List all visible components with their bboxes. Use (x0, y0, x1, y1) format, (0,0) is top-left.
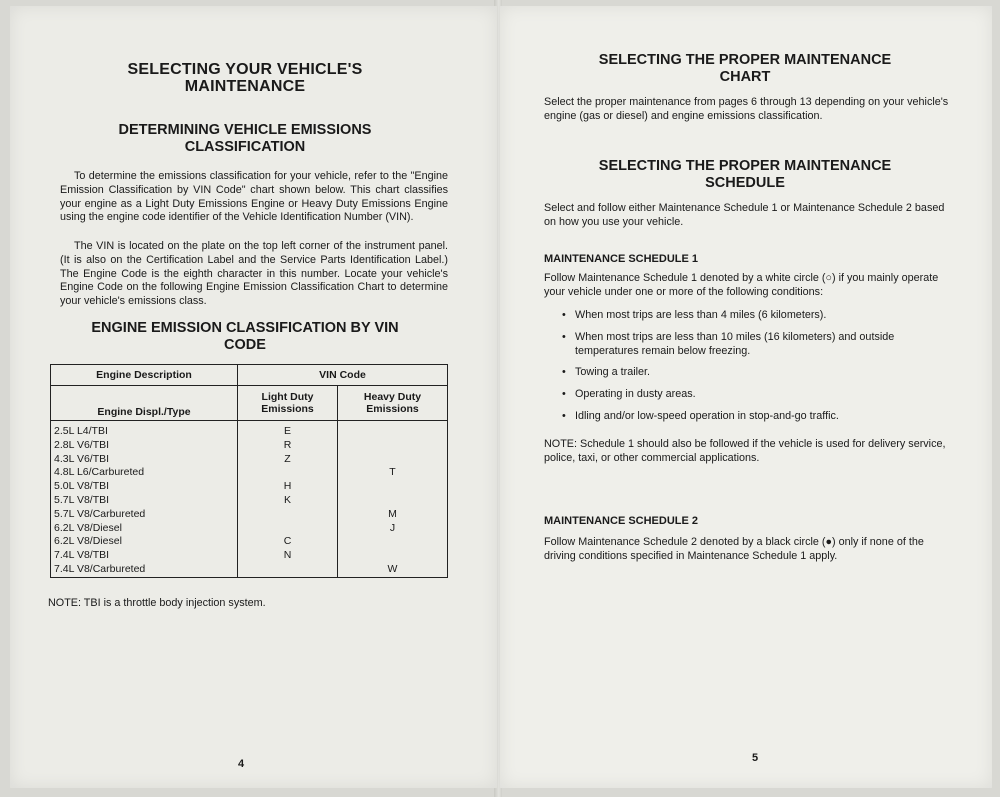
condition-item: • Operating in dusty areas. (558, 388, 958, 402)
light-duty-cell (238, 522, 337, 536)
vin-code-table (50, 364, 448, 578)
light-duty-cell: R (283, 438, 292, 451)
heavy-duty-cell: T (389, 466, 396, 479)
schedule-2-paragraph: Follow Maintenance Schedule 2 denoted by a black circle (●) only if none of the driving conditions specified in Maintenance Schedule 1 apply. (544, 536, 924, 562)
light-duty-cell: K (283, 493, 291, 506)
light-duty-cell (238, 563, 337, 577)
engine-cell: 5.0L V8/TBI (54, 480, 110, 493)
engine-cell: 2.5L L4/TBI (54, 425, 108, 437)
right-page (500, 6, 992, 788)
schedule-1-heading: MAINTENANCE SCHEDULE 1 (544, 253, 699, 265)
tbi-note: NOTE: TBI is a throttle body injection system. (48, 597, 266, 609)
chart-section-title: SELECTING THE PROPER MAINTENANCE CHART (598, 52, 892, 85)
chart-paragraph: Select the proper maintenance from pages 6 through 13 depending on your vehicle's engine (gas or diesel) and engine emissions classification. (544, 96, 949, 122)
heavy-duty-cell (338, 439, 447, 453)
schedule-paragraph: Select and follow either Maintenance Schedule 1 or Maintenance Schedule 2 based on how you use your vehicle. (544, 202, 945, 228)
emissions-section-title: DETERMINING VEHICLE EMISSIONS CLASSIFICATION (118, 122, 372, 155)
condition-item: • Idling and/or low-speed operation in stop-and-go traffic. (558, 410, 958, 424)
heavy-duty-cell (338, 535, 447, 549)
conditions-list (558, 309, 958, 432)
light-duty-column (238, 421, 338, 578)
light-duty-cell: Z (284, 452, 291, 465)
heavy-duty-cell: M (388, 507, 397, 520)
light-duty-cell: C (283, 535, 292, 548)
heavy-duty-cell (338, 480, 447, 494)
engine-cell: 4.8L L6/Carbureted (54, 466, 145, 479)
schedule-2-heading: MAINTENANCE SCHEDULE 2 (544, 515, 699, 527)
heavy-duty-cell (338, 425, 447, 439)
engine-cell: 2.8L V6/TBI (54, 438, 110, 451)
schedule-section-title: SELECTING THE PROPER MAINTENANCE SCHEDULE (598, 158, 892, 191)
light-duty-cell: N (283, 549, 292, 562)
heavy-duty-column (338, 421, 448, 578)
schedule-1-paragraph: Follow Maintenance Schedule 1 denoted by a white circle (○) if you mainly operate your vehicle under one or more of the following conditions: (544, 272, 939, 298)
condition-item: • When most trips are less than 10 miles (16 kilometers) and outside temperatures remain below freezing. (558, 331, 958, 359)
heavy-duty-cell: W (387, 562, 398, 575)
condition-item: • Towing a trailer. (558, 366, 958, 380)
page-number-left: 4 (238, 758, 245, 770)
light-duty-cell (238, 508, 337, 522)
engine-cell: 4.3L V6/TBI (54, 452, 110, 465)
emissions-paragraph-1: To determine the emissions classification for your vehicle, refer to the "Engine Emission Classification by VIN Code" chart shown below. This chart classifies your engine as a Light Duty Emissions Engine or Heavy Duty Emissions Engine using the engine code identifier of the Vehicle Identification Number (VIN). (60, 170, 448, 224)
light-duty-cell (238, 466, 337, 480)
page-number-right: 5 (752, 752, 759, 764)
header-light-duty: Light Duty Emissions (238, 386, 338, 421)
left-page-title: SELECTING YOUR VEHICLE'S MAINTENANCE (127, 61, 363, 95)
emissions-paragraph-2: The VIN is located on the plate on the top left corner of the instrument panel. (It is also on the Certification Label and the Service Parts Identification Label.) The Engine Code is the eighth character in this number. Locate your vehicle's Engine Code on the following Engine Emission Classification Chart to determine your vehicle's emissions class. (60, 240, 448, 308)
heavy-duty-cell (338, 494, 447, 508)
engine-cell: 6.2L V8/Diesel (54, 535, 122, 548)
vin-chart-title: ENGINE EMISSION CLASSIFICATION BY VIN CODE (91, 320, 399, 353)
header-engine-displ: Engine Displ./Type (51, 386, 238, 421)
schedule-1-note: NOTE: Schedule 1 should also be followed if the vehicle is used for delivery service, police, taxi, or other commercial applications. (544, 438, 946, 464)
left-page (10, 6, 497, 788)
engine-cell: 6.2L V8/Diesel (54, 521, 122, 534)
heavy-duty-cell (338, 453, 447, 467)
engine-cell: 5.7L V8/TBI (54, 493, 110, 506)
engine-column (51, 421, 238, 578)
condition-item: • When most trips are less than 4 miles (6 kilometers). (558, 309, 958, 323)
heavy-duty-cell (338, 549, 447, 563)
header-vin-code: VIN Code (238, 365, 448, 386)
engine-cell: 5.7L V8/Carbureted (54, 507, 146, 520)
engine-cell: 7.4L V8/Carbureted (54, 562, 146, 575)
light-duty-cell: E (283, 425, 291, 437)
header-heavy-duty: Heavy Duty Emissions (338, 386, 448, 421)
engine-cell: 7.4L V8/TBI (54, 549, 110, 562)
heavy-duty-cell: J (389, 521, 396, 534)
header-engine-description: Engine Description (51, 365, 238, 386)
light-duty-cell: H (283, 480, 292, 493)
